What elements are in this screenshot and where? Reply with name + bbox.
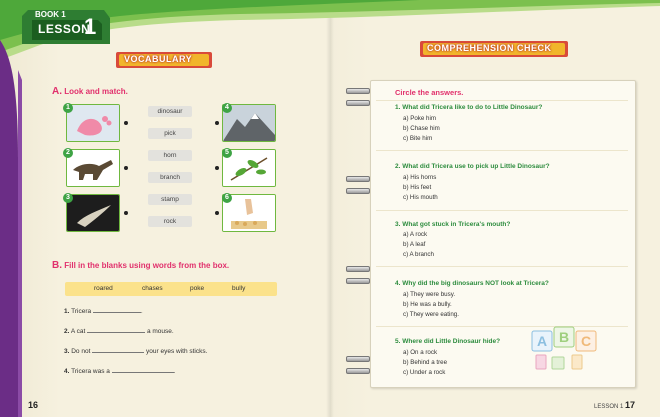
sentence-2-before: A cat <box>70 328 86 335</box>
sentence-4-before: Tricera was a <box>71 368 110 375</box>
section-b-title <box>52 260 229 271</box>
word-pick[interactable]: pick <box>148 128 192 139</box>
horn-icon <box>67 195 119 231</box>
picture-2[interactable] <box>66 149 120 187</box>
sentence-2-blank[interactable] <box>87 326 145 333</box>
word-dinosaur[interactable]: dinosaur <box>148 106 192 117</box>
card-rule <box>376 100 628 101</box>
comprehension-instruction: Circle the answers. <box>395 88 464 97</box>
picture-6-number: 6 <box>222 193 232 203</box>
vocabulary-title: VOCABULARY <box>124 54 193 64</box>
match-dot-1[interactable] <box>124 121 128 125</box>
word-box-bully: bully <box>232 285 246 292</box>
word-horn[interactable]: horn <box>148 150 192 161</box>
sentence-4-blank[interactable] <box>112 366 174 373</box>
block-c-letter: C <box>580 333 592 349</box>
binder-ring <box>346 176 370 182</box>
picture-4-number: 4 <box>222 103 232 113</box>
picture-1[interactable] <box>66 104 120 142</box>
section-a-letter: A. <box>52 86 62 97</box>
sentence-1-after: . <box>140 308 143 315</box>
purple-page-edge <box>0 40 22 417</box>
match-dot-5[interactable] <box>215 166 219 170</box>
sentence-1-before: Tricera <box>71 308 92 315</box>
word-box-chases: chases <box>142 285 163 292</box>
sentence-4 <box>64 366 176 375</box>
sentence-1 <box>64 306 143 315</box>
binder-ring <box>346 188 370 194</box>
section-a-text: Look and match. <box>64 87 128 96</box>
picture-5-number: 5 <box>222 148 232 158</box>
q4-option-c[interactable]: c) They were eating. <box>403 311 459 318</box>
binder-ring <box>346 266 370 272</box>
sentence-3-blank[interactable] <box>92 346 144 353</box>
q4-option-a[interactable]: a) They were busy. <box>403 291 456 298</box>
sentence-1-blank[interactable] <box>93 306 141 313</box>
sentence-1-number: 1. <box>64 308 70 315</box>
comprehension-title: COMPREHENSION CHECK <box>427 43 552 53</box>
q5-option-a[interactable]: a) On a rock <box>403 349 438 356</box>
binder-ring <box>346 100 370 106</box>
picture-2-number: 2 <box>63 148 73 158</box>
binder-ring <box>346 368 370 374</box>
match-dot-4[interactable] <box>215 121 219 125</box>
card-rule <box>376 150 628 151</box>
card-rule <box>376 266 628 267</box>
q5-option-b[interactable]: b) Behind a tree <box>403 359 448 366</box>
left-page-number: 16 <box>28 400 39 410</box>
sentence-4-after: . <box>173 368 176 375</box>
q1-option-c[interactable]: c) Bite him <box>403 135 433 142</box>
question-3: 3. What got stuck in Tricera's mouth? <box>395 221 511 228</box>
section-a-title <box>52 86 128 97</box>
block-a-letter: A <box>536 333 548 349</box>
q3-option-a[interactable]: a) A rock <box>403 231 428 238</box>
abc-blocks-illustration <box>530 325 600 373</box>
picture-1-number: 1 <box>63 103 73 113</box>
footer-left <box>28 400 38 410</box>
question-1: 1. What did Tricera like to do to Little Dinosaur? <box>395 104 543 111</box>
q3-option-c[interactable]: c) A branch <box>403 251 434 258</box>
block-b-letter: B <box>558 329 570 345</box>
q4-option-b[interactable]: b) He was a bully. <box>403 301 452 308</box>
dinosaur-icon <box>67 150 119 186</box>
word-box-roared: roared <box>94 285 113 292</box>
match-dot-3[interactable] <box>124 211 128 215</box>
binder-ring <box>346 356 370 362</box>
q2-option-b[interactable]: b) His feet <box>403 184 432 191</box>
sentence-3-number: 3. <box>64 348 70 355</box>
sentence-3 <box>64 346 207 355</box>
picture-3-number: 3 <box>63 193 73 203</box>
lesson-label: LESSON <box>38 22 91 36</box>
card-rule <box>376 210 628 211</box>
right-page-number: 17 <box>625 400 636 410</box>
footer-right <box>594 400 635 410</box>
binder-ring <box>346 278 370 284</box>
book-label: BOOK 1 <box>35 10 66 19</box>
question-4: 4. Why did the big dinosaurs NOT look at Tricera? <box>395 280 549 287</box>
sentence-4-number: 4. <box>64 368 70 375</box>
sentence-2-after: a mouse. <box>146 328 174 335</box>
q1-option-b[interactable]: b) Chase him <box>403 125 440 132</box>
q5-option-c[interactable]: c) Under a rock <box>403 369 446 376</box>
book-gutter <box>326 0 334 417</box>
sentence-2 <box>64 326 174 335</box>
q3-option-b[interactable]: b) A leaf <box>403 241 426 248</box>
section-b-text: Fill in the blanks using words from the box. <box>64 261 230 270</box>
q2-option-c[interactable]: c) His mouth <box>403 194 438 201</box>
match-dot-2[interactable] <box>124 166 128 170</box>
sentence-3-after: your eyes with sticks. <box>146 348 208 355</box>
match-dot-6[interactable] <box>215 211 219 215</box>
footer-lesson-label: LESSON 1 <box>594 404 624 410</box>
question-5: 5. Where did Little Dinosaur hide? <box>395 338 501 345</box>
section-b-letter: B. <box>52 260 62 271</box>
foot-icon <box>67 105 119 141</box>
q2-option-a[interactable]: a) His horns <box>403 174 437 181</box>
word-stamp[interactable]: stamp <box>148 194 192 205</box>
sentence-2-number: 2. <box>64 328 70 335</box>
lesson-number: 1 <box>84 14 97 39</box>
binder-ring <box>346 88 370 94</box>
picture-3[interactable] <box>66 194 120 232</box>
word-rock[interactable]: rock <box>148 216 192 227</box>
q1-option-a[interactable]: a) Poke him <box>403 115 437 122</box>
word-branch[interactable]: branch <box>148 172 192 183</box>
sentence-3-before: Do not <box>71 348 91 355</box>
question-2: 2. What did Tricera use to pick up Little Dinosaur? <box>395 163 550 170</box>
word-box-poke: poke <box>190 285 205 292</box>
